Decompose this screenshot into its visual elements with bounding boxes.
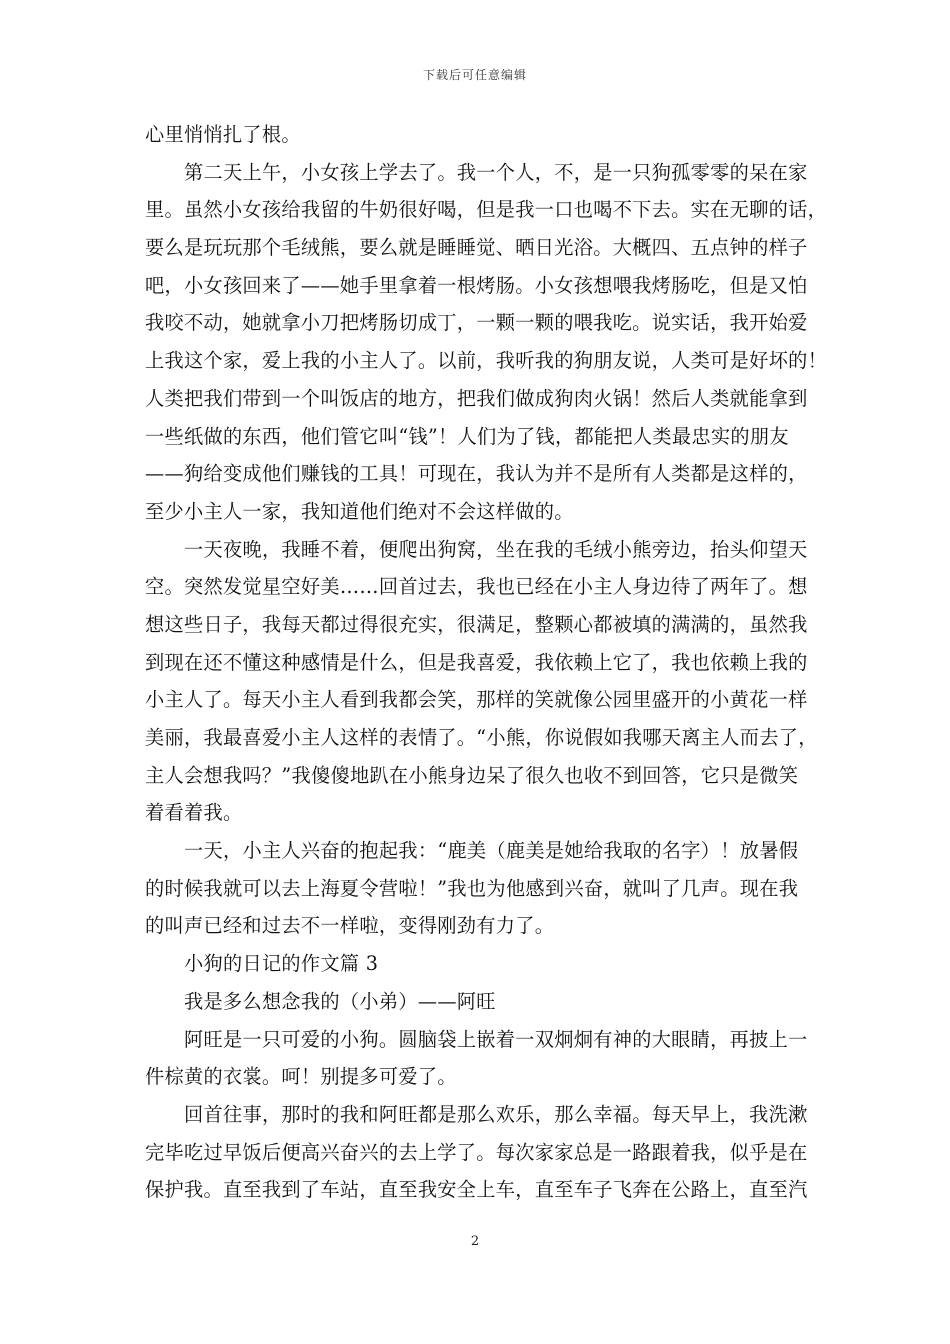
text-line: 第二天上午，小女孩上学去了。我一个人，不，是一只狗孤零零的呆在家 xyxy=(184,160,808,184)
text-line: 的叫声已经和过去不一样啦，变得刚劲有力了。 xyxy=(145,914,555,938)
text-line: 美丽，我最喜爱小主人这样的表情了。“小熊，你说假如我哪天离主人而去了， xyxy=(145,726,818,749)
text-line: 小狗的日记的作文篇 3 xyxy=(184,952,379,976)
text-line: 完毕吃过早饭后便高兴奋兴的去上学了。每次家家总是一路跟着我，似乎是在 xyxy=(145,1140,808,1164)
page-number: 2 xyxy=(470,1234,480,1249)
header-note: 下载后可任意编辑 xyxy=(422,68,527,82)
text-line: 心里悄悄扎了根。 xyxy=(145,123,301,146)
text-line: 一天夜晚，我睡不着，便爬出狗窝，坐在我的毛绒小熊旁边，抬头仰望天 xyxy=(184,537,808,561)
text-line: 一些纸做的东西，他们管它叫“钱”！人们为了钱，都能把人类最忠实的朋友 xyxy=(145,424,789,448)
text-line: 我咬不动，她就拿小刀把烤肠切成丁，一颗一颗的喂我吃。说实话，我开始爱 xyxy=(145,311,808,335)
text-line: 回首往事，那时的我和阿旺都是那么欢乐，那么幸福。每天早上，我洗漱 xyxy=(184,1102,808,1126)
text-line: 主人会想我吗？”我傻傻地趴在小熊身边呆了很久也收不到回答，它只是微笑 xyxy=(145,763,799,787)
text-line: 我是多么想念我的（小弟）——阿旺 xyxy=(184,989,496,1013)
text-line: 人类把我们带到一个叫饭店的地方，把我们做成狗肉火锅！然后人类就能拿到 xyxy=(145,386,808,410)
text-line: 阿旺是一只可爱的小狗。圆脑袋上嵌着一双炯炯有神的大眼睛，再披上一 xyxy=(184,1027,808,1051)
text-line: 要么是玩玩那个毛绒熊，要么就是睡睡觉、晒日光浴。大概四、五点钟的样子 xyxy=(145,236,808,260)
text-line: 小主人了。每天小主人看到我都会笑，那样的笑就像公园里盛开的小黄花一样 xyxy=(145,688,808,712)
text-line: 着看着我。 xyxy=(145,801,243,825)
text-line: 到现在还不懂这种感情是什么，但是我喜爱，我依赖上它了，我也依赖上我的 xyxy=(145,650,808,674)
text-line: 里。虽然小女孩给我留的牛奶很好喝，但是我一口也喝不下去。实在无聊的话， xyxy=(145,198,828,222)
text-line: 空。突然发觉星空好美……回首过去，我也已经在小主人身边待了两年了。想 xyxy=(145,575,808,599)
text-line: ——狗给变成他们赚钱的工具！可现在，我认为并不是所有人类都是这样的， xyxy=(145,462,808,486)
document-body xyxy=(145,116,828,1209)
text-line: 件棕黄的衣裳。呵！别提多可爱了。 xyxy=(145,1065,457,1089)
text-line: 想这些日子，我每天都过得很充实，很满足，整颗心都被填的满满的，虽然我 xyxy=(145,612,808,636)
text-line: 上我这个家，爱上我的小主人了。以前，我听我的狗朋友说，人类可是好坏的！ xyxy=(145,349,828,373)
text-line: 保护我。直至我到了车站，直至我安全上车，直至车子飞奔在公路上，直至汽 xyxy=(145,1178,808,1202)
text-line: 至少小主人一家，我知道他们绝对不会这样做的。 xyxy=(145,499,574,523)
text-line: 吧，小女孩回来了——她手里拿着一根烤肠。小女孩想喂我烤肠吃，但是又怕 xyxy=(145,273,808,297)
text-line: 的时候我就可以去上海夏令营啦！”我也为他感到兴奋，就叫了几声。现在我 xyxy=(145,876,799,900)
text-line: 一天，小主人兴奋的抱起我：“鹿美（鹿美是她给我取的名字）！放暑假 xyxy=(184,839,799,863)
